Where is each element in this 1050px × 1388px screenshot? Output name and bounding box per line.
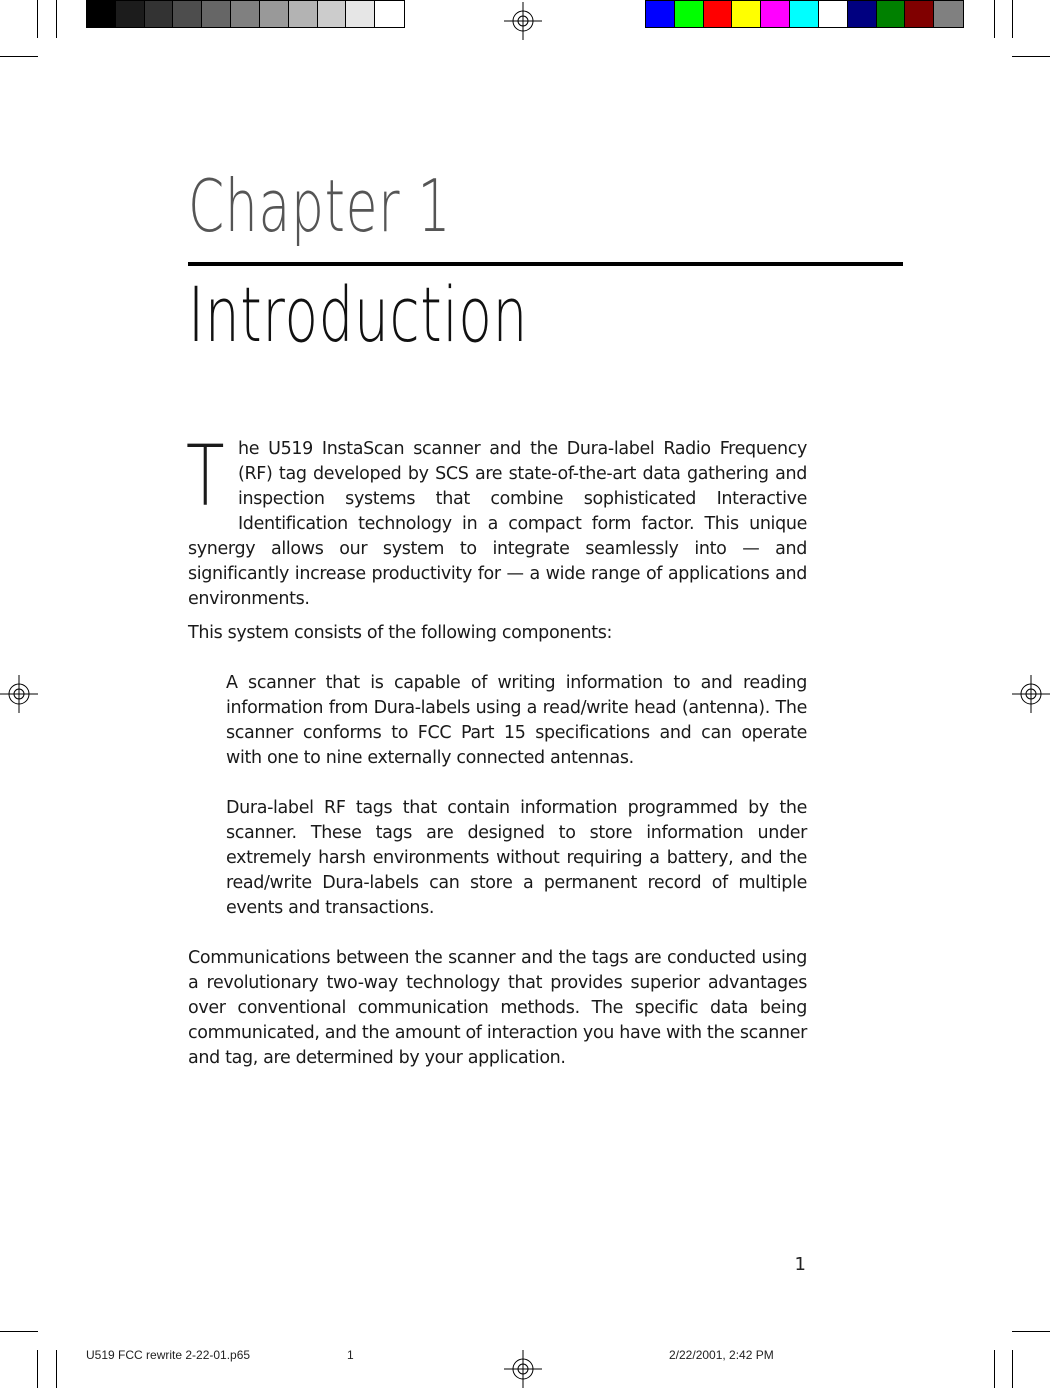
- communications-paragraph: Communications between the scanner and the tags are conducted using a revolutionary two-way technology that provides superior advantages over conventional communication methods. The specific data being communicated, and the amount of interaction you have with the scanner and tag, are determined by your application.: [188, 948, 807, 1068]
- crop-mark: [56, 0, 57, 38]
- grayscale-swatch: [260, 1, 289, 27]
- crop-mark: [0, 1331, 38, 1332]
- crop-mark: [1012, 1350, 1013, 1388]
- crop-mark: [1012, 1331, 1050, 1332]
- crop-mark: [37, 1350, 38, 1388]
- grayscale-swatch: [116, 1, 145, 27]
- color-swatch: [704, 1, 733, 27]
- registration-mark-icon: [0, 675, 38, 713]
- crop-mark: [56, 1350, 57, 1388]
- component-item-tags: Dura-label RF tags that contain information programmed by the scanner. These tags are designed to store information under extremely harsh environments without requiring a battery, and the read/write Dura-labels can store a permanent record of multiple events and transactions.: [226, 798, 807, 918]
- crop-mark: [1012, 56, 1050, 57]
- color-swatch: [819, 1, 848, 27]
- slug-timestamp: 2/22/2001, 2:42 PM: [669, 1348, 774, 1362]
- intro-paragraph-text: he U519 InstaScan scanner and the Dura-label Radio Frequency (RF) tag developed by SCS are state-of-the-art data gathering and inspection systems that combine sophisticated Interactive Identification technology in a compact form factor. This unique synergy allows our system to integrate seamlessly into — and significantly increase productivity for — a wide range of applications and environments.: [188, 439, 807, 609]
- slug-filename: U519 FCC rewrite 2-22-01.p65: [86, 1348, 251, 1362]
- color-swatch: [675, 1, 704, 27]
- color-swatch: [790, 1, 819, 27]
- components-lead-in: This system consists of the following components:: [188, 623, 613, 643]
- grayscale-bar: [86, 0, 405, 28]
- heading-rule: [188, 262, 903, 266]
- registration-mark-icon: [1012, 675, 1050, 713]
- crop-mark: [1012, 0, 1013, 38]
- grayscale-swatch: [375, 1, 404, 27]
- color-swatch: [905, 1, 934, 27]
- color-swatch: [877, 1, 906, 27]
- grayscale-swatch: [346, 1, 375, 27]
- registration-mark-icon: [504, 2, 542, 40]
- grayscale-swatch: [318, 1, 347, 27]
- grayscale-swatch: [202, 1, 231, 27]
- crop-mark: [994, 1350, 995, 1388]
- color-swatch: [934, 1, 963, 27]
- grayscale-swatch: [231, 1, 260, 27]
- chapter-label: Chapter 1: [188, 164, 452, 248]
- grayscale-swatch: [289, 1, 318, 27]
- color-swatch: [761, 1, 790, 27]
- color-swatch: [732, 1, 761, 27]
- color-bar: [645, 0, 964, 28]
- crop-mark: [0, 56, 38, 57]
- grayscale-swatch: [173, 1, 202, 27]
- slug-page: 1: [347, 1348, 354, 1362]
- grayscale-swatch: [145, 1, 174, 27]
- color-swatch: [646, 1, 675, 27]
- intro-paragraph: [186, 427, 807, 612]
- page-number: 1: [794, 1254, 806, 1275]
- drop-cap: T: [186, 427, 225, 525]
- registration-mark-icon: [504, 1350, 542, 1388]
- color-swatch: [848, 1, 877, 27]
- crop-mark: [37, 0, 38, 38]
- chapter-title: Introduction: [188, 270, 529, 359]
- component-item-scanner: A scanner that is capable of writing information to and reading information from Dura-labels using a read/write head (antenna). The scanner conforms to FCC Part 15 specifications and can operate with one to nine externally connected antennas.: [226, 673, 807, 768]
- crop-mark: [994, 0, 995, 38]
- grayscale-swatch: [87, 1, 116, 27]
